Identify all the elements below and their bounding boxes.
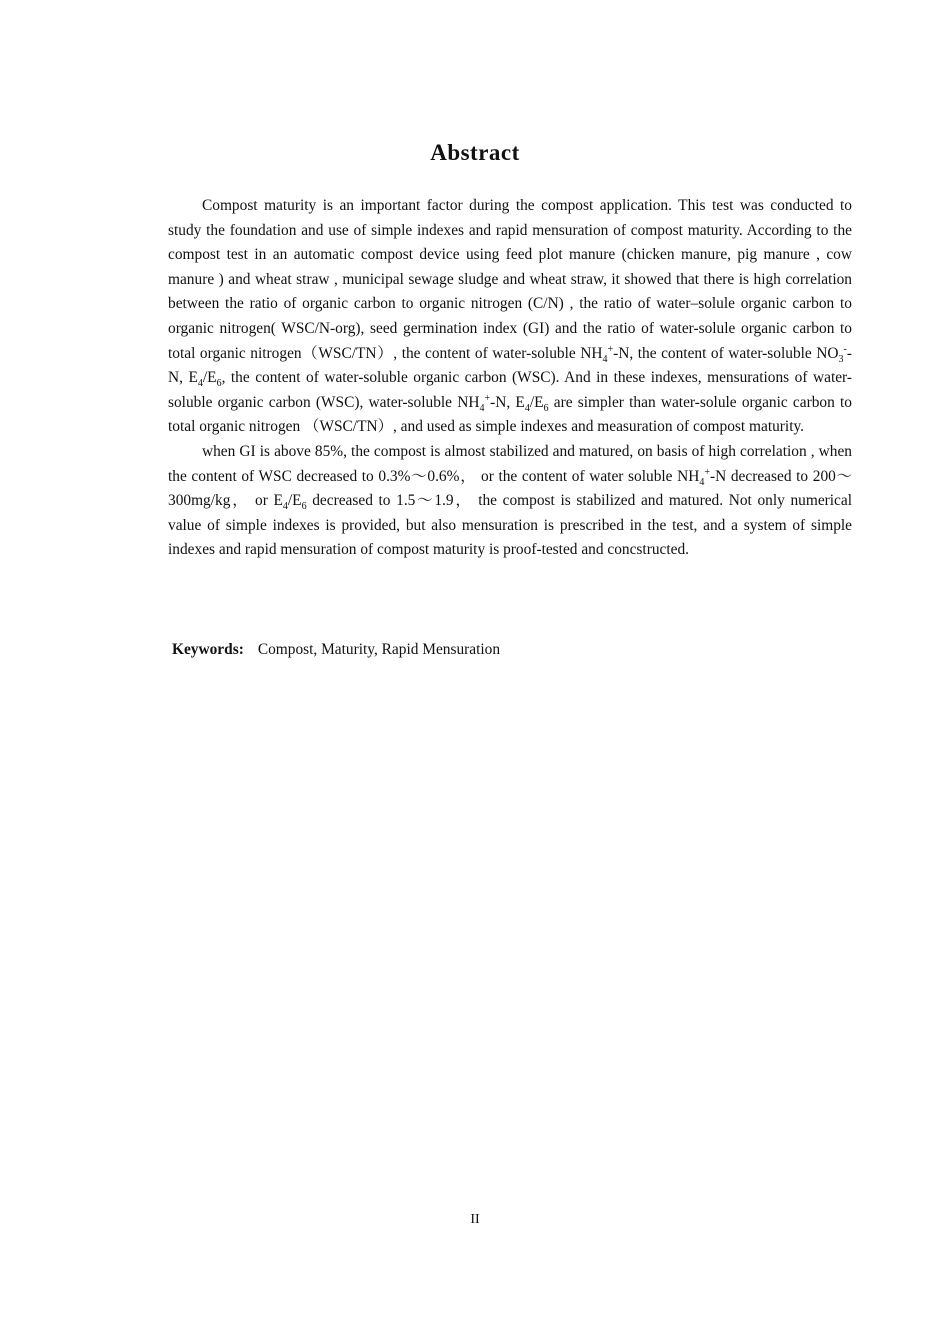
p1-slash-1: /E [202,369,217,387]
abstract-heading: Abstract [430,140,520,165]
p2-text-1: when GI is above 85%, the compost is almost stabilized and matured, on basis of high correlation , when the content of WSC decreased to 0.3%～0.6%， or the content of water soluble NH [168,442,852,485]
p2-slash: /E [287,492,302,510]
abstract-body [168,194,852,563]
keywords-value: Compost, Maturity, Rapid Mensuration [257,641,501,658]
keywords-label: Keywords: [172,641,244,658]
p2-text-2: -N decreased to 200～300mg/kg， or E [168,467,852,510]
page-number: II [470,1212,480,1227]
p1-text-4: , the content of water-soluble organic carbon (WSC). And in these indexes, mensurations of water-soluble organic carbon (WSC), water-soluble NH [168,369,852,411]
p1-sub-4d: 4 [524,402,530,414]
abstract-paragraph-2 [168,440,852,563]
p1-sub-6a: 6 [216,378,222,390]
p1-sub-4c: 4 [479,402,485,414]
keywords-line [172,638,500,662]
p1-text-6: are simpler than water-solule organic carbon to total organic nitrogen （WSC/TN）, and used as simple indexes and measuration of compost maturity. [168,393,853,436]
p2-sub-4b: 4 [282,501,288,513]
p1-sub-3: 3 [838,353,844,365]
p2-sub-4a: 4 [699,476,705,488]
p2-sub-6: 6 [301,501,307,513]
p1-sup-plus-a: + [607,343,614,355]
p1-sup-plus-b: + [484,392,491,404]
abstract-paragraph-1 [168,194,852,440]
p1-text-1: Compost maturity is an important factor during the compost application. This test was conducted to study the foundation and use of simple indexes and rapid mensuration of compost maturity. According to the compost test in an automatic compost device using feed plot manure (chicken manure, pig manure , cow manure ) and wheat straw , municipal sewage sludge and wheat straw, it showed that there is high correlation between the ratio of organic carbon to organic nitrogen (C/N) , the ratio of water–solule organic carbon to organic nitrogen( WSC/N-org), seed germination index (GI) and the ratio of water-solule organic carbon to total organic nitrogen（WSC/TN）, the content of water-soluble NH [168,197,852,362]
p1-text-2: -N, the content of water-soluble NO [613,344,839,362]
p1-sub-4a: 4 [602,353,608,365]
p1-sup-minus: - [843,343,847,355]
p2-text-3: decreased to 1.5～1.9， the compost is stabilized and matured. Not only numerical value of simple indexes is provided, but also mensuration is prescribed in the test, and a system of simple indexes and rapid mensuration of compost maturity is proof-tested and concstructed. [168,492,852,559]
p1-slash-2: /E [529,393,544,411]
p1-text-5: -N, E [490,393,525,411]
p1-text-3: -N, E [168,344,852,387]
p2-sup-plus: + [704,466,710,478]
p1-sub-6b: 6 [543,402,549,414]
p1-sub-4b: 4 [197,378,203,390]
